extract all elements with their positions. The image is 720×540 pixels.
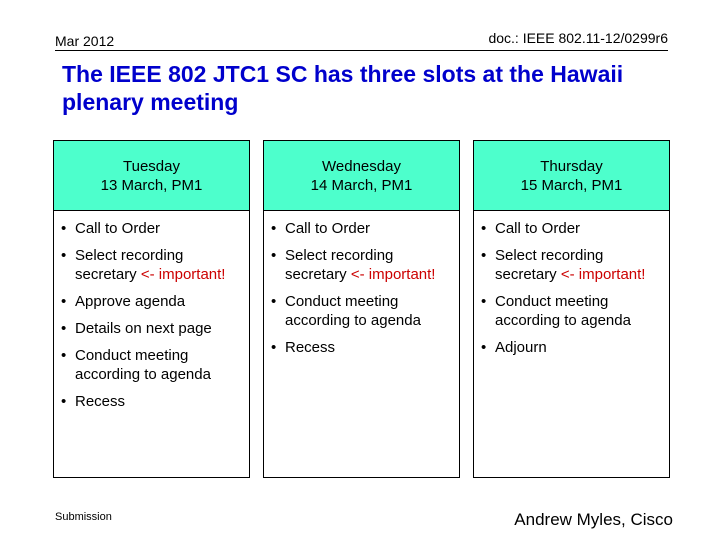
slot-day: Tuesday xyxy=(123,157,180,175)
agenda-item xyxy=(478,292,663,330)
bullet-icon: • xyxy=(61,320,67,337)
agenda-item-text: Adjourn xyxy=(495,339,547,356)
agenda-item xyxy=(478,219,663,238)
slot-date: 15 March, PM1 xyxy=(520,176,623,194)
slot-agenda-list xyxy=(474,211,669,357)
agenda-item xyxy=(268,338,453,357)
bullet-icon: • xyxy=(271,339,277,356)
agenda-item xyxy=(268,246,453,284)
slot-column-header xyxy=(264,141,459,211)
bullet-icon: • xyxy=(481,293,487,310)
agenda-item-text: Conduct meeting according to agenda xyxy=(75,347,211,383)
agenda-item-text: Recess xyxy=(75,393,126,410)
bullet-icon: • xyxy=(481,220,487,237)
important-note: <- important! xyxy=(140,266,226,283)
agenda-item-text: Recess xyxy=(285,339,336,356)
bullet-icon: • xyxy=(271,220,277,237)
header-divider xyxy=(55,50,668,51)
agenda-item-text: Call to Order xyxy=(75,220,161,237)
agenda-item-text: Select recording secretary xyxy=(75,247,184,283)
slot-column-thursday xyxy=(473,140,670,478)
bullet-icon: • xyxy=(481,247,487,264)
bullet-icon: • xyxy=(271,293,277,310)
agenda-item-text: Select recording secretary xyxy=(285,247,394,283)
bullet-icon: • xyxy=(61,293,67,310)
agenda-item xyxy=(478,246,663,284)
slot-date: 14 March, PM1 xyxy=(310,176,413,194)
slot-agenda-list xyxy=(264,211,459,357)
footer-author: Andrew Myles, Cisco xyxy=(514,510,673,529)
slot-day: Wednesday xyxy=(322,157,401,175)
slot-column-tuesday xyxy=(53,140,250,478)
agenda-item xyxy=(58,319,243,338)
bullet-icon: • xyxy=(61,393,67,410)
agenda-item-text: Call to Order xyxy=(285,220,371,237)
footer-submission: Submission xyxy=(55,511,112,523)
agenda-item-text: Call to Order xyxy=(495,220,581,237)
agenda-item xyxy=(58,392,243,411)
bullet-icon: • xyxy=(481,339,487,356)
agenda-item-text: Select recording secretary xyxy=(495,247,604,283)
important-note: <- important! xyxy=(560,266,646,283)
agenda-item xyxy=(58,246,243,284)
agenda-item xyxy=(268,219,453,238)
slot-day: Thursday xyxy=(540,157,603,175)
agenda-item xyxy=(478,338,663,357)
agenda-item-text: Conduct meeting according to agenda xyxy=(285,293,421,329)
slot-column-header xyxy=(54,141,249,211)
header-date: Mar 2012 xyxy=(55,33,115,49)
bullet-icon: • xyxy=(61,220,67,237)
header-doc-id: doc.: IEEE 802.11-12/0299r6 xyxy=(488,30,668,46)
slide-title: The IEEE 802 JTC1 SC has three slots at the Hawaii plenary meeting xyxy=(62,61,624,115)
agenda-item xyxy=(58,219,243,238)
important-note: <- important! xyxy=(350,266,436,283)
slot-agenda-list xyxy=(54,211,249,411)
agenda-item xyxy=(268,292,453,330)
agenda-item-text: Details on next page xyxy=(75,320,212,337)
slot-column-wednesday xyxy=(263,140,460,478)
slot-column-header xyxy=(474,141,669,211)
agenda-item xyxy=(58,292,243,311)
bullet-icon: • xyxy=(61,247,67,264)
bullet-icon: • xyxy=(271,247,277,264)
agenda-item-text: Approve agenda xyxy=(75,293,186,310)
bullet-icon: • xyxy=(61,347,67,364)
slot-date: 13 March, PM1 xyxy=(100,176,203,194)
agenda-item-text: Conduct meeting according to agenda xyxy=(495,293,631,329)
agenda-item xyxy=(58,346,243,384)
